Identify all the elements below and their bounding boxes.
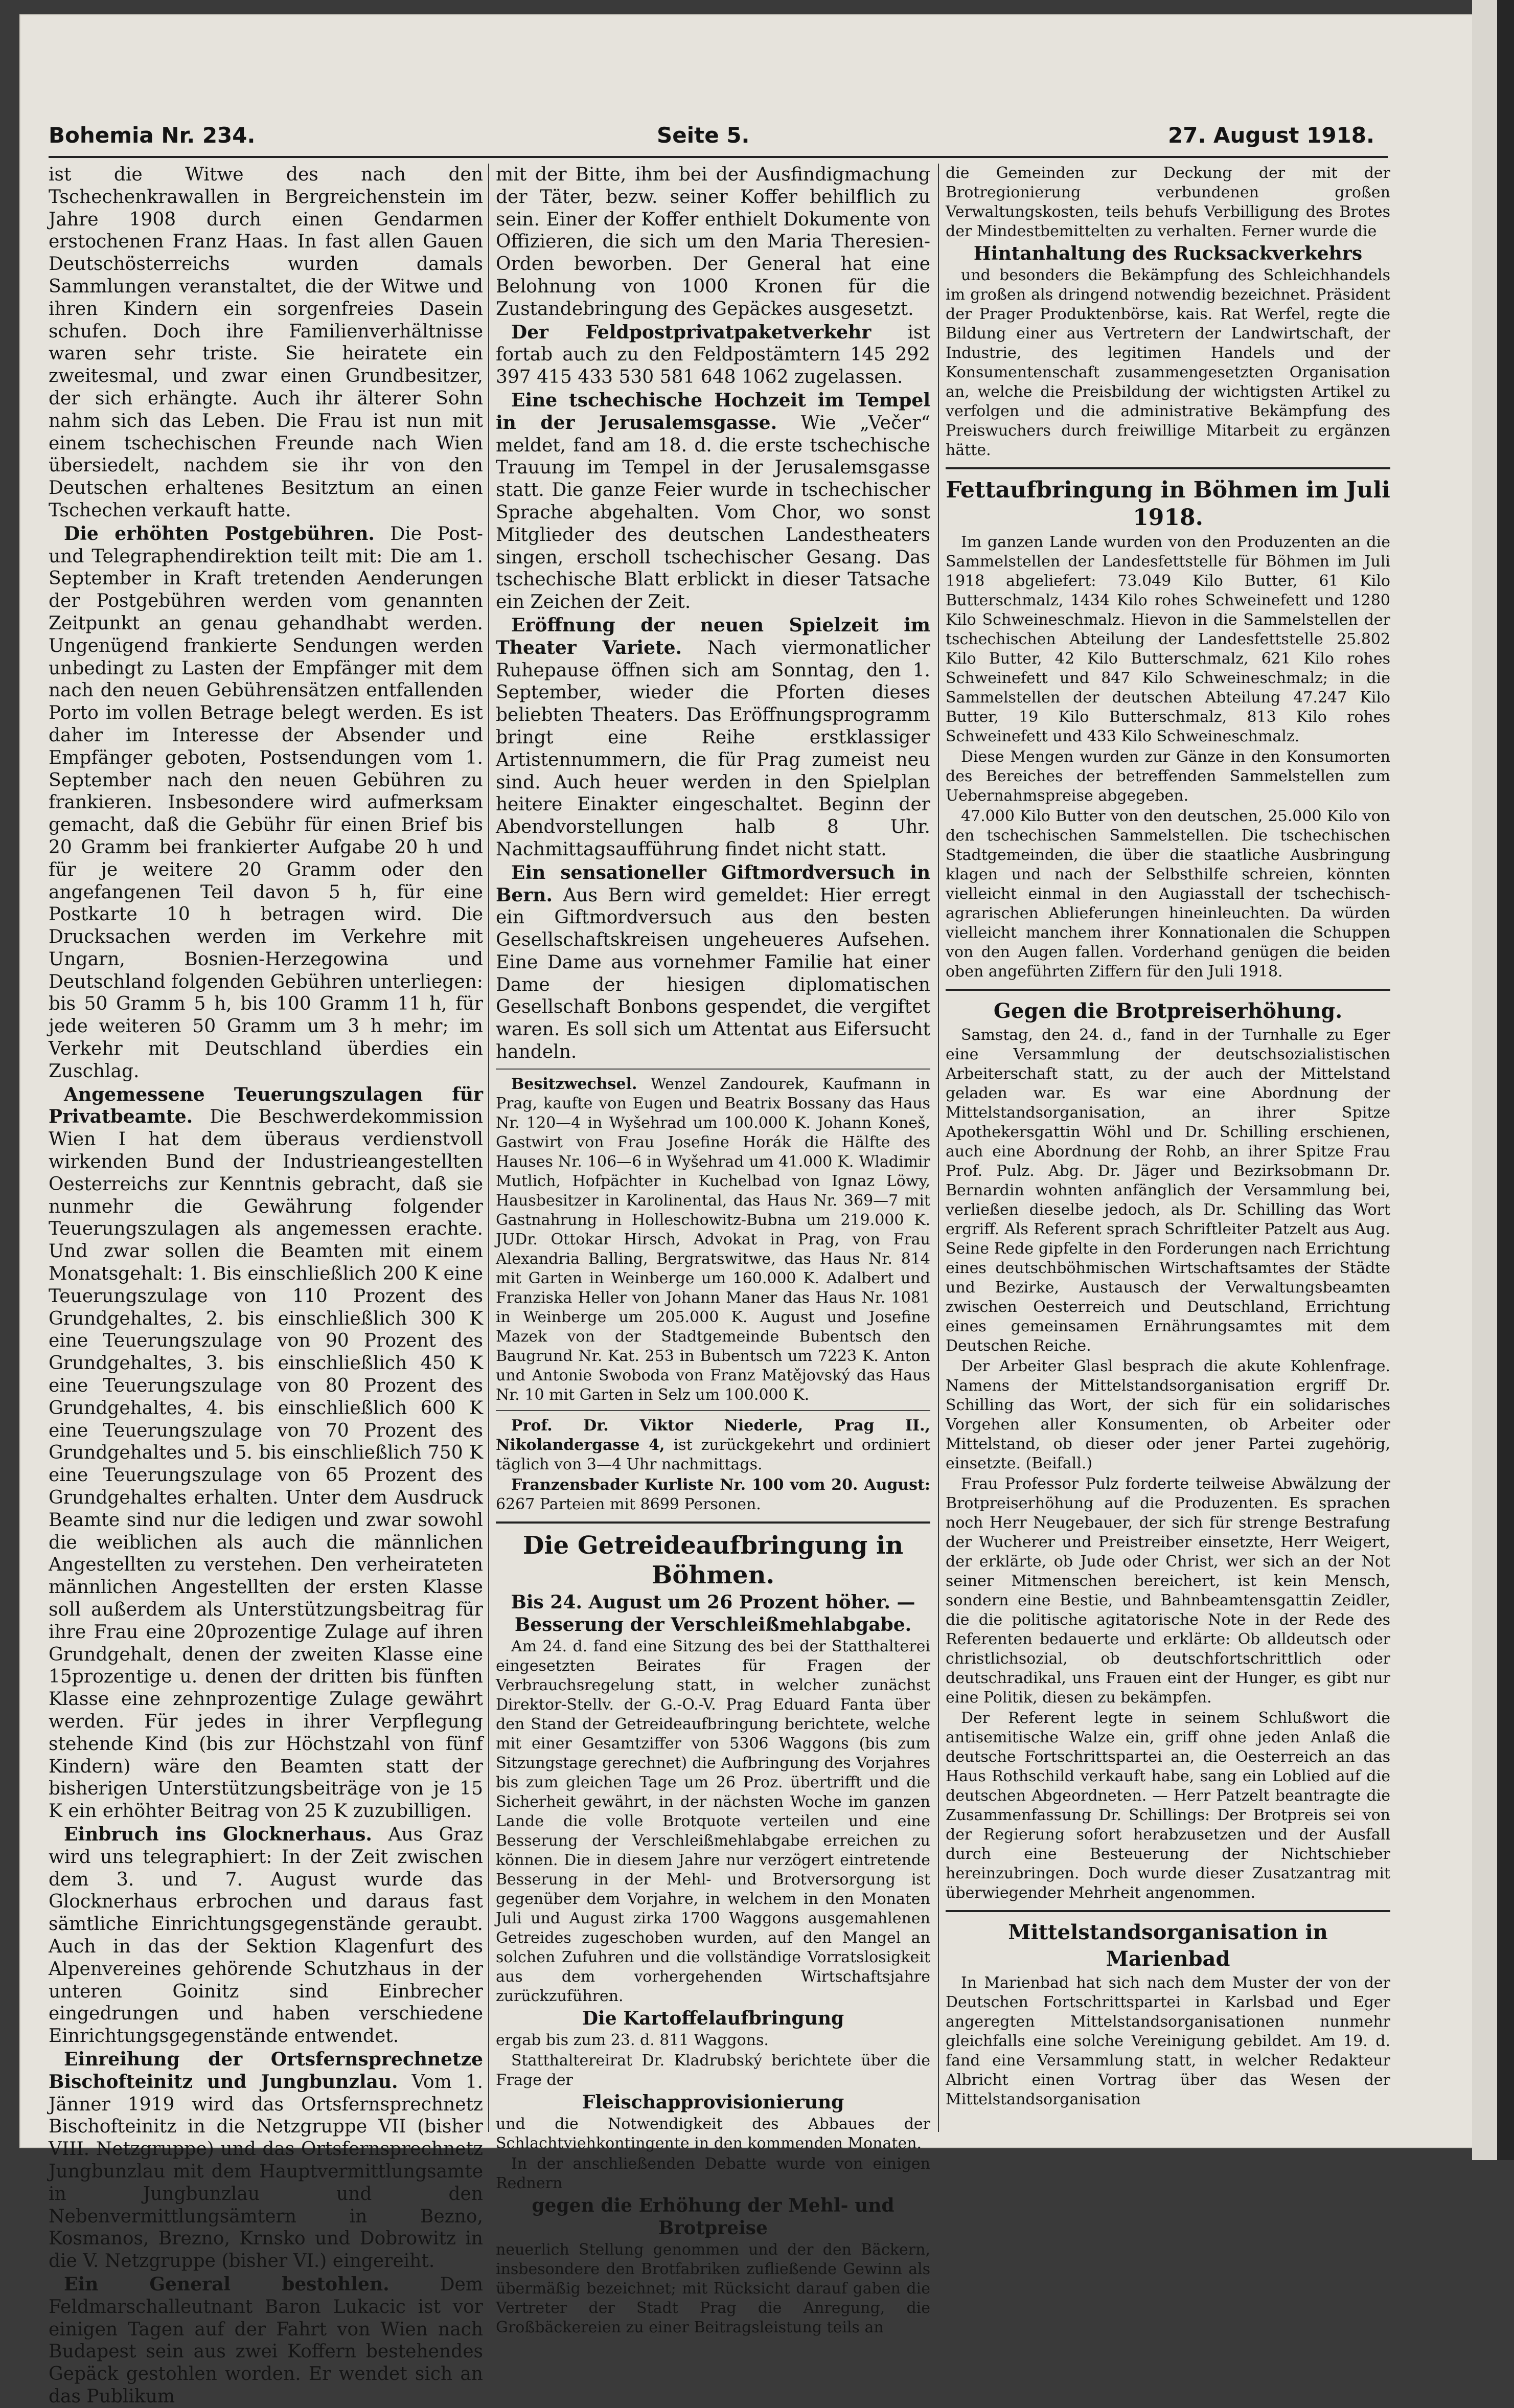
article-title-getreide: Die Getreideaufbringung in Böhmen. [522, 1531, 904, 1589]
article-subtitle-getreide: Bis 24. August um 26 Prozent höher. — Besserung der Verschleißmehlabgabe. [511, 1591, 915, 1635]
article-heading: Einbruch ins Glocknerhaus. [64, 1823, 372, 1845]
article-heading: Eröffnung der neuen Spielzeit im Theater Variete. [496, 614, 930, 658]
article-heading: Ein General bestohlen. [64, 2273, 389, 2295]
separator [496, 1410, 930, 1411]
section-fleisch: Fleischapprovisionierung [582, 2091, 844, 2113]
separator [496, 1069, 930, 1070]
header-date: 27. August 1918. [1168, 123, 1374, 148]
header-page-number: Seite 5. [657, 123, 750, 148]
article-text: Samstag, den 24. d., fand in der Turnhalle zu Eger eine Versammlung der deutschsozialistischen Arbeiterschaft statt, zu der auch der Mittelstand geladen war. Es war eine Abordnung der Mittelstandsorganisation, an ihrer Spitze Apothekersgattin Wöhl und Dr. Schilling erschienen, auch eine Abordnung der Rohb, an ihrer Spitze Frau Prof. Pulz. Abg. Dr. Jäger und Bezirksobmann Dr. Bernardin wohnten anfänglich der Versammlung bei, verließen dieselbe jedoch, als Dr. Schilling das Wort ergriff. Als Referent sprach Schriftleiter Patzelt aus Aug. Seine Rede gipfelte in den Forderungen nach Errichtung eines deutschböhmischen Wirtschaftsamtes der Städte und Bezirke, Austausch der Verwaltungsbeamten zwischen Oesterreich und Deutschland, Errichtung eines gemeinsamen Ernährungsamtes mit dem Deutschen Reiche. [946, 1026, 1390, 1355]
separator [946, 989, 1390, 991]
article-text: Der Referent legte in seinem Schlußwort die antisemitische Walze ein, griff ohne jeden Anlaß die deutsche Fortschrittspartei an, die Oesterreich an das Haus Rothschild verkauft habe, sang ein Loblied auf die deutschen Abgeordneten. — Herr Patzelt beantragte die Zusammenfassung Dr. Schillings: Der Brotpreis sei von der Regierung sofort herabzusetzen und der Ausfall durch eine Besteuerung der Nichtschieber hereinzubringen. Doch wurde dieser Zusatzantrag mit überwiegender Mehrheit angenommen. [946, 1709, 1390, 1902]
article-heading: Besitzwechsel. [511, 1075, 637, 1093]
header-issue: Bohemia Nr. 234. [49, 123, 256, 148]
article-text: ergab bis zum 23. d. 811 Waggons. [496, 2031, 769, 2049]
section-kartoffel: Die Kartoffelaufbringung [582, 2007, 844, 2029]
article-text: ist fortab auch zu den Feldpostämtern 145 292 397 415 433 530 581 648 1062 zugelassen. [496, 322, 930, 388]
article-postgebuehren [49, 523, 483, 1083]
article-text: Der Arbeiter Glasl besprach die akute Kohlenfrage. Namens der Mittelstandsorganisation ergriff Dr. Schilling das Wort, der sich für ein solidarisches Vorgehen aller Konsumenten, ob Arbeiter oder Mittelstand, ob dieser oder jener Partei zugehörig, einsetzte. (Beifall.) [946, 1357, 1390, 1472]
notice-niederle [496, 1416, 930, 1474]
article-text: Nach viermonatlicher Ruhepause öffnen sich am Sonntag, den 1. September, wieder die Pforten dieses beliebten Theaters. Das Eröffnungsprogramm bringt eine Reihe erstklassiger Artistennummern, die für Prag zumeist neu sind. Auch heuer werden in den Spielplan heitere Einakter eingeschaltet. Beginn der Abendvorstellungen halb 8 Uhr. Nachmittagsaufführung findet nicht statt. [496, 637, 931, 860]
article-text: ist die Witwe des nach den Tschechenkrawallen in Bergreichenstein im Jahre 1908 durch einen Gendarmen erstochenen Franz Haas. In fast allen Gauen Deutschösterreichs wurden damals Sammlungen veranstaltet, die der Witwe und ihren Kindern ein sorgenfreies Dasein schufen. Doch ihre Familienverhältnisse waren sehr triste. Sie heiratete ein zweitesmal, und zwar einen Grundbesitzer, der sich erhängte. Auch ihr älterer Sohn nahm sich das Leben. Die Frau ist nun mit einem tschechischen Freunde nach Wien übersiedelt, nachdem sie ihr von den Deutschen erhaltenes Besitztum an einen Tschechen verkauft hatte. [49, 164, 483, 521]
article-title-brotpreis: Gegen die Brotpreiserhöhung. [993, 999, 1343, 1023]
article-heading: Eine tschechische Hochzeit im Tempel in der Jerusalemsgasse. [496, 389, 930, 434]
article-title-fett: Fettaufbringung in Böhmen im Juli 1918. [946, 477, 1390, 531]
article-heading: Ein sensationeller Giftmordversuch in Bern. [496, 861, 930, 906]
article-text: neuerlich Stellung genommen und der den Bäckern, insbesondere den Brotfabriken zufließende Gewinn als übermäßig bezeichnet; mit Rücksicht darauf gaben die Vertreter der Stadt Prag die Anregung, die Großbäckereien zu einer Beitragsleistung teils an [496, 2240, 930, 2336]
newspaper-page [20, 15, 1472, 2407]
article-text: und die Notwendigkeit des Abbaues der Schlachtviehkontingente in den kommenden Monaten. [496, 2115, 930, 2152]
article-text: Die Beschwerdekommission Wien I hat dem überaus verdienstvoll wirkenden Bund der Industrieangestellten Oesterreichs zur Kenntnis gebracht, daß sie nunmehr die Gewährung folgender Teuerungszulagen als angemessen erachte. Und zwar sollen die Beamten mit einem Monatsgehalt: 1. Bis einschließlich 200 K eine Teuerungszulage von 110 Prozent des Grundgehaltes, 2. bis einschließlich 300 K eine Teuerungszulage von 90 Prozent des Grundgehaltes, 3. bis einschließlich 450 K eine Teuerungszulage von 80 Prozent des Grundgehaltes, 4. bis einschließlich 600 K eine Teuerungszulage von 70 Prozent des Grundgehaltes und 5. bis einschließlich 750 K eine Teuerungszulage von 65 Prozent des Grundgehaltes erhalten. Unter dem Ausdruck Beamte sind nur die ledigen und zwar sowohl die weiblichen als auch die männlichen Angestellten zu verstehen. Den verheirateten männlichen Angestellten der ersten Klasse soll außerdem als Unterstützungsbeitrag für ihre Frau eine 20prozentige Zulage auf ihren Grundgehalt, denen der zweiten Klasse eine 15prozentige u. denen der dritten bis fünften Klasse eine zehnprozentige Zulage gewährt werden. Für jedes in ihrer Verpflegung stehende Kind (bis zur Höchstzahl von fünf Kindern) wäre den Beamten statt der bisherigen Unterstützungsbeiträge von je 15 K ein erhöhter Beitrag von 25 K zuzubilligen. [49, 1106, 483, 1822]
column-3 [946, 164, 1390, 2137]
column-rule-1 [488, 164, 489, 2132]
article-text: Die Post- und Telegraphendirektion teilt mit: Die am 1. September in Kraft tretenden Aenderungen der Postgebühren werden vom genannten Zeitpunkt an genau gehandhabt werden. Ungenügend frankierte Sendungen werden unbedingt zu Lasten der Empfänger mit dem nach den neuen Gebührensätzen entfallenden Porto im vollen Betrage belegt werden. Es ist daher im Interesse der Absender und Empfänger geboten, Postsendungen vom 1. September nach den neuen Gebühren zu frankieren. Insbesondere wird aufmerksam gemacht, daß die Gebühr für einen Brief bis 20 Gramm bei frankierter Aufgabe 20 h und für je weitere 20 Gramm oder den angefangenen Teil davon 5 h, für eine Postkarte 10 h betragen wird. Die Drucksachen werden im Verkehre mit Ungarn, Bosnien-Herzegowina und Deutschland folgenden Gebühren unterliegen: bis 50 Gramm 5 h, bis 100 Gramm 11 h, für jede weiteren 50 Gramm um 3 h mehr; im Verkehr mit Deutschland überdies ein Zuschlag. [49, 523, 483, 1082]
article-text: In der anschließenden Debatte wurde von einigen Rednern [496, 2154, 930, 2192]
notice-heading: Franzensbader Kurliste Nr. 100 vom 20. August: [511, 1475, 930, 1494]
article-heading: Angemessene Teuerungszulagen für Privatbeamte. [49, 1083, 483, 1128]
column-2 [496, 164, 931, 2336]
separator [496, 1521, 930, 1524]
article-giftmord [496, 862, 930, 1063]
notice-heading: Prof. Dr. Viktor Niederle, Prag II., Nikolandergasse 4, [496, 1416, 930, 1454]
article-hochzeit [496, 390, 930, 614]
notice-text: 6267 Parteien mit 8699 Personen. [496, 1495, 761, 1513]
article-text: Wenzel Zandourek, Kaufmann in Prag, kaufte von Eugen und Beatrix Bossany das Haus Nr. 120—4 in Wyšehrad um 100.000 K. Johann Koneš, Gastwirt von Frau Josefine Horák die Hälfte des Hauses Nr. 106—6 in Wyšehrad um 41.000 K. Wladimir Mutlich, Hofpächter in Kuchelbad von Ignaz Löwy, Hausbesitzer in Karolinental, das Haus Nr. 369—7 mit Gastnahrung in Holleschowitz-Bubna um 219.000 K. JUDr. Ottokar Hirsch, Advokat in Prag, von Frau Alexandria Balling, Bergratswitwe, das Haus Nr. 814 mit Garten in Weinberge um 160.000 K. Adalbert und Franziska Heller von Johann Maner das Haus Nr. 1081 in Weinberge um 205.000 K. August und Josefine Mazek von der Stadtgemeinde Bubentsch den Baugrund Nr. Kat. 253 in Bubentsch um 7223 K. Anton und Antonie Swoboda von Franz Matějovský das Haus Nr. 10 mit Garten in Selz um 100.000 K. [496, 1075, 930, 1404]
article-text: Dem Feldmarschalleutnant Baron Lukacic ist vor einigen Tagen auf der Fahrt von Wien nach Budapest sein aus zwei Koffern bestehendes Gepäck gestohlen worden. Er wendet sich an das Publikum [49, 2274, 483, 2407]
column-1 [49, 164, 483, 2407]
notice-kurliste [496, 1475, 930, 1514]
article-ortsfernsprechnetze [49, 2049, 483, 2273]
article-text: Wie „Večer“ meldet, fand am 18. d. die erste tschechische Trauung im Tempel in der Jerusalemsgasse statt. Die ganze Feier wurde in tschechischer Sprache abgehalten. Vom Chor, wo sonst Mitglieder des deutschen Landestheaters singen, erscholl tschechischer Gesang. Das tschechische Blatt erblickt in dieser Tatsache ein Zeichen der Zeit. [496, 412, 931, 613]
article-glocknerhaus [49, 1824, 483, 2048]
article-heading: Einreihung der Ortsfernsprechnetze Bischofteinitz und Jungbunzlau. [49, 2048, 483, 2093]
article-teuerungszulagen [49, 1084, 483, 1823]
article-text: Aus Bern wird gemeldet: Hier erregt ein Giftmordversuch aus den besten Gesellschaftskreisen ungeheueres Aufsehen. Eine Dame aus vornehmer Familie hat einer Dame der hiesigen diplomatischen Gesellschaft Bonbons gespendet, die vergiftet waren. Es soll sich um Attentat aus Eifersucht handeln. [496, 884, 930, 1063]
page-header [49, 123, 1378, 158]
article-heading: Die erhöhten Postgebühren. [64, 523, 375, 544]
separator [946, 467, 1390, 469]
column-rule-2 [938, 164, 939, 2132]
article-heading: Der Feldpostprivatpaketverkehr [511, 321, 871, 343]
article-text: Statthaltereirat Dr. Kladrubský berichtete über die Frage der [496, 2051, 930, 2089]
separator [946, 1910, 1390, 1912]
section-rucksack: Hintanhaltung des Rucksackverkehrs [973, 243, 1363, 264]
article-text: mit der Bitte, ihm bei der Ausfindigmachung der Täter, bezw. seiner Koffer behilflich zu sein. Einer der Koffer enthielt Dokumente von Offizieren, die sich um den Maria Theresien-Orden beworben. Der General hat eine Belohnung von 1000 Kronen für die Zustandebringung des Gepäckes ausgesetzt. [496, 164, 930, 320]
article-text: 47.000 Kilo Butter von den deutschen, 25.000 Kilo von den tschechischen Sammelstellen. Die tschechischen Stadtgemeinden, die über die staatliche Ausbringung klagen und nach der Selbsthilfe schreien, könnten vielleicht einmal in den Augiasstall der tschechisch-agrarischen Ablieferungen hineinleuchten. Da würden vielleicht manchem ihrer Konnationalen die Schuppen von den Augen fallen. Vorderhand genügen die beiden oben angeführten Ziffern für den Juli 1918. [946, 807, 1390, 981]
article-title-marienbad: Mittelstandsorganisation in Marienbad [1008, 1920, 1328, 1971]
section-brotpreise: gegen die Erhöhung der Mehl- und Brotpreise [532, 2194, 894, 2239]
article-text: und besonders die Bekämpfung des Schleichhandels im großen als dringend notwendig bezeichnet. Präsident der Prager Produktenbörse, kais. Rat Werfel, regte die Bildung einer aus Vertretern der Landwirtschaft, der Industrie, des legitimen Handels und der Konsumentenschaft zusammengesetzten Organisation an, welche die Preisbildung der wichtigsten Artikel zu verfolgen und die administrative Bekämpfung des Preiswuchers durch freiwillige Mitarbeit zu ergänzen hätte. [946, 266, 1390, 459]
article-text: Vom 1. Jänner 1919 wird das Ortsfernsprechnetz Bischofteinitz in die Netzgruppe VII (bisher VIII. Netzgruppe) und das Ortsfernsprechnetz Jungbunzlau mit dem Hauptvermittlungsamte in Jungbunzlau und den Nebenvermittlungsämtern in Bezno, Kosmanos, Brezno, Krnsko und Dobrowitz in die V. Netzgruppe (bisher VI.) eingereiht. [49, 2071, 483, 2272]
article-text: Diese Mengen wurden zur Gänze in den Konsumorten des Bereiches der betreffenden Sammelstellen zum Uebernahmspreise abgegeben. [946, 748, 1390, 805]
article-text: Frau Professor Pulz forderte teilweise Abwälzung der Brotpreiserhöhung auf die Produzenten. Es sprachen noch Herr Neugebauer, der sich für strenge Bestrafung der Wucherer und Preistreiber einsetzte, Herr Weigert, der erklärte, ob Jude oder Christ, wer sich an der Not seiner Mitmenschen bereichert, ist kein Mensch, sondern eine Bestie, und Bahnbeamtensgattin Zeidler, die die politische agitatorische Note in der Rede des Referenten bedauerte und erklärte: Ob alldeutsch oder christlichsozial, ob deutschfortschrittlich oder deutschradikal, uns Frauen eint der Hunger, es gibt nur eine Politik, diesen zu bekämpfen. [946, 1475, 1390, 1707]
article-text: Im ganzen Lande wurden von den Produzenten an die Sammelstellen der Landesfettstelle für Böhmen im Juli 1918 abgeliefert: 73.049 Kilo Butter, 61 Kilo Butterschmalz, 1434 Kilo rohes Schweinefett und 1280 Kilo Schweineschmalz. Hievon in die Sammelstellen der tschechischen Abteilung der Landesfettstelle 25.802 Kilo Butter, 42 Kilo Butterschmalz, 621 Kilo rohes Schweinefett und 847 Kilo Schweineschmalz; in die Sammelstellen der deutschen Abteilung 47.247 Kilo Butter, 19 Kilo Butterschmalz, 813 Kilo rohes Schweinefett und 433 Kilo Schweineschmalz. [946, 533, 1390, 745]
article-besitzwechsel [496, 1075, 930, 1405]
article-text: Am 24. d. fand eine Sitzung des bei der Statthalterei eingesetzten Beirates für Fragen der Verbrauchsregelung statt, in welcher zunächst Direktor-Stellv. der G.-O.-V. Prag Eduard Fanta über den Stand der Getreideaufbringung berichtete, welche mit einer Gesamtziffer von 5306 Waggons (bis zum Sitzungstage gerechnet) die Aufbringung des Vorjahres bis zum gleichen Tage um 26 Proz. übertrifft und die Sicherheit gewährt, in der nächsten Woche im ganzen Lande die volle Brotquote verteilen und eine Besserung der Verschleißmehlabgabe erreichen zu können. Die in diesem Jahre nur verzögert eintretende Besserung in der Mehl- und Brotversorgung ist gegenüber dem Vorjahre, in welchem in den Monaten Juli und August zirka 1700 Waggons ausgemahlenen Getreides zugeschoben wurden, auf den Mangel an solchen Zufuhren und die vollständige Vorratslosigkeit aus dem vorhergehenden Wirtschaftsjahre zurückzuführen. [496, 1637, 930, 2005]
header-rule [49, 156, 1388, 158]
scan-edge [1472, 0, 1514, 2160]
article-text: Aus Graz wird uns telegraphiert: In der Zeit zwischen dem 3. und 7. August wurde das Glocknerhaus erbrochen und daraus fast sämtliche Einrichtungsgegenstände geraubt. Auch in das der Sektion Klagenfurt des Alpenvereines gehörende Schutzhaus in der unteren Goinitz sind Einbrecher eingedrungen und haben verschiedene Einrichtungsgegenstände entwendet. [49, 1824, 483, 2047]
article-variete [496, 615, 930, 861]
article-text: die Gemeinden zur Deckung der mit der Brotregionierung verbundenen großen Verwaltungskosten, teils behufs Verbilligung des Brotes der Mindestbemittelten zu verhalten. Ferner wurde die [946, 164, 1390, 240]
article-text: In Marienbad hat sich nach dem Muster der von der Deutschen Fortschrittspartei in Karlsbad und Eger angeregten Mittelstandsorganisationen nunmehr gleichfalls eine solche Vereinigung gebildet. Am 19. d. fand eine Versammlung statt, in welcher Redakteur Albricht einen Vortrag über das Wesen der Mittelstandsorganisation [946, 1974, 1390, 2108]
article-feldpost [496, 322, 930, 389]
notice-text: ist zurückgekehrt und ordiniert täglich von 3—4 Uhr nachmittags. [496, 1436, 930, 1473]
article-general-bestohlen [49, 2274, 483, 2408]
